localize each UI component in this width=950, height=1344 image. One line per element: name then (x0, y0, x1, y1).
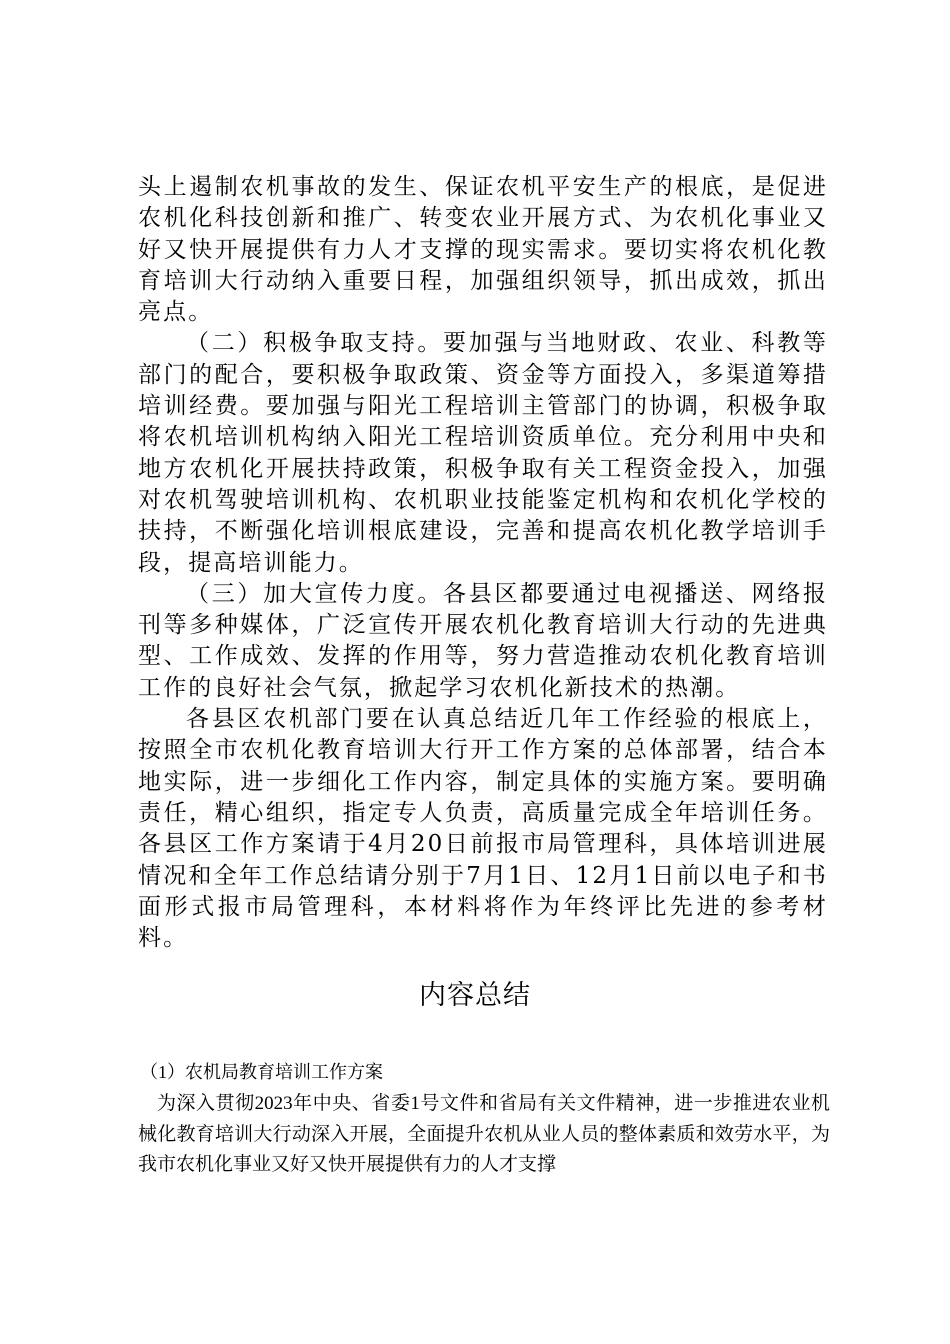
summary-body (138, 1089, 830, 1181)
paragraph-publicity: （三）加大宣传力度。各县区都要通过电视播送、网络报刊等多种媒体，广泛宣传开展农机化教育培训大行动的先进典型、工作成效、发挥的作用等，努力营造推动农机化教育培训工作的良好社会气氛，掀起学习农机化新技术的热潮。 (138, 580, 828, 701)
summary-heading: （1）农机局教育培训工作方案 (140, 1062, 383, 1082)
paragraph-requirements: 各县区农机部门要在认真总结近几年工作经验的根底上，按照全市农机化教育培训大行开工作方案的总体部署，结合本地实际，进一步细化工作内容，制定具体的实施方案。要明确责任，精心组织，指定专人负责，高质量完成全年培训任务。各县区工作方案请于4月20日前报市局管理科，具体培训进展情况和全年工作总结请分别于7月1日、12月1日前以电子和书面形式报市局管理科，本材料将作为年终评比先进的参考材料。 (138, 706, 828, 952)
summary-title: 内容总结 (419, 980, 531, 1011)
paragraph-continuation: 头上遏制农机事故的发生、保证农机平安生产的根底，是促进农机化科技创新和推广、转变农业开展方式、为农机化事业又好又快开展提供有力人才支撑的现实需求。要切实将农机化教育培训大行动纳入重要日程，加强组织领导，抓出成效，抓出亮点。 (138, 174, 828, 326)
document-body (138, 172, 828, 954)
summary-paragraph: 为深入贯彻2023年中央、省委1号文件和省局有关文件精神，进一步推进农业机械化教育培训大行动深入开展，全面提升农机从业人员的整体素质和效劳水平，为我市农机化事业又好又快开展提供有力的人才支撑 (138, 1093, 830, 1175)
paragraph-support: （二）积极争取支持。要加强与当地财政、农业、科教等部门的配合，要积极争取政策、资金等方面投入，多渠道筹措培训经费。要加强与阳光工程培训主管部门的协调，积极争取将农机培训机构纳入阳光工程培训资质单位。充分利用中央和地方农机化开展扶持政策，积极争取有关工程资金投入，加强对农机驾驶培训机构、农机职业技能鉴定机构和农机化学校的扶持，不断强化培训根底建设，完善和提高农机化教学培训手段，提高培训能力。 (138, 330, 828, 576)
